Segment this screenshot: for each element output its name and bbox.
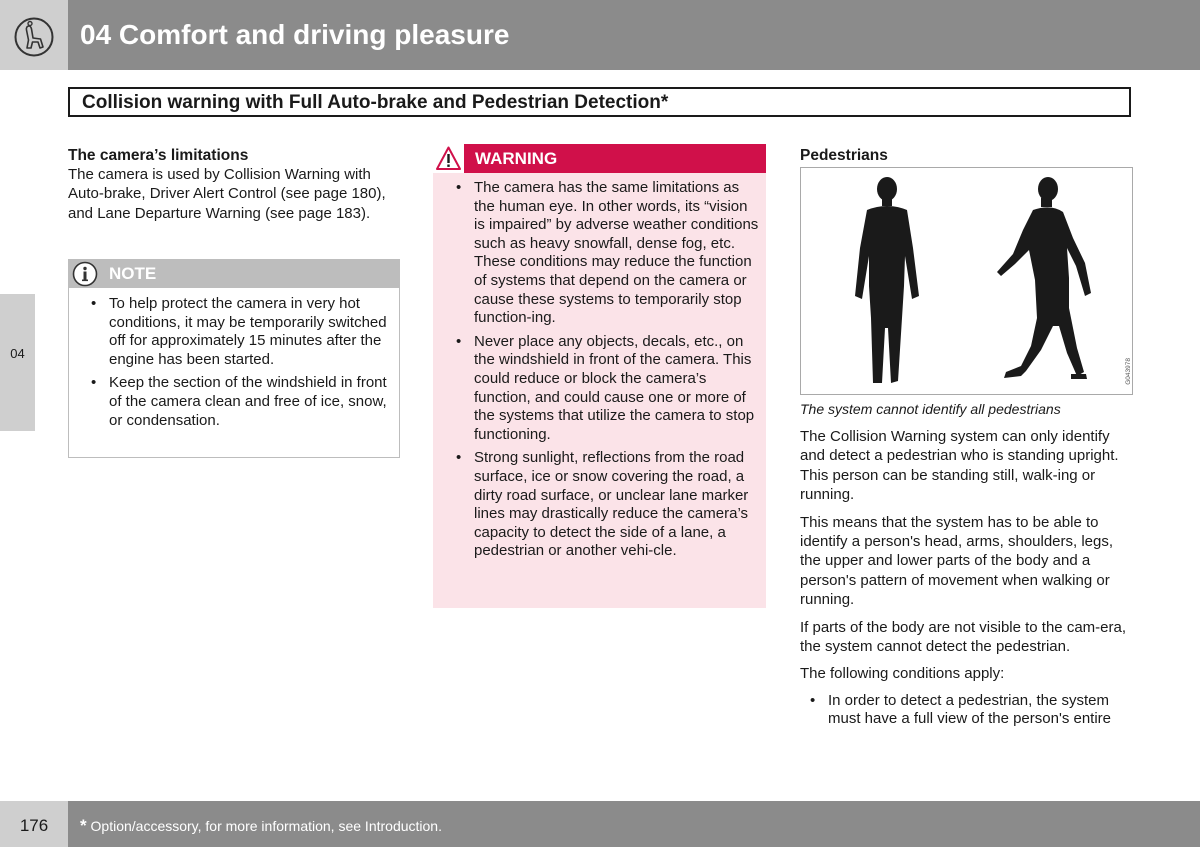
note-item	[81, 374, 399, 430]
section-title: Collision warning with Full Auto-brake and Pedestrian Detection*	[82, 92, 669, 113]
footer-note	[80, 816, 442, 836]
pedestrian-silhouettes-illustration	[801, 168, 1132, 394]
bullet: •	[456, 332, 462, 350]
conditions-list	[800, 692, 1133, 729]
pedestrians-paragraph: If parts of the body are not visible to the cam-era, the system cannot detect the pedestrian.	[800, 618, 1127, 656]
warning-triangle-icon	[435, 145, 462, 172]
warning-item-text: Never place any objects, decals, etc., on the windshield in front of the camera. This could reduce or block the camera’s function, and could cause one or more of the systems that utilize the camera to stop functioning.	[474, 332, 755, 443]
section-title-box	[68, 87, 1131, 117]
warning-list	[446, 179, 760, 566]
pedestrians-paragraph: The following conditions apply:	[800, 665, 1005, 683]
bullet: •	[456, 449, 462, 467]
chapter-tab-number: 04	[10, 346, 25, 361]
seat-icon	[14, 17, 54, 57]
note-item-text: To help protect the camera in very hot conditions, it may be temporarily switched off for approximately 15 minutes after the engine has been started.	[109, 295, 387, 368]
camera-limitations-heading: The camera’s limitations	[68, 147, 249, 164]
warning-item	[446, 449, 760, 561]
camera-limitations-section	[68, 146, 400, 223]
chapter-title: 04 Comfort and driving pleasure	[80, 19, 510, 50]
pedestrians-text	[800, 427, 1133, 729]
footer-bar	[68, 801, 1200, 847]
page-number: 176	[19, 816, 49, 835]
note-header	[69, 260, 399, 288]
note-box	[68, 259, 400, 458]
bullet: •	[91, 295, 97, 312]
condition-item-text: In order to detect a pedestrian, the system must have a full view of the person's entire	[828, 691, 1112, 728]
pedestrian-figure	[800, 167, 1133, 395]
bullet: •	[810, 691, 816, 709]
chapter-tab	[0, 294, 35, 431]
figure-caption: The system cannot identify all pedestrians	[800, 401, 1061, 417]
pedestrians-paragraph: This means that the system has to be able to identify a person's head, arms, shoulders, legs, the upper and lower parts of the body and a person's pattern of movement when walking or running.	[800, 513, 1114, 609]
note-label: NOTE	[109, 264, 157, 283]
warning-header	[433, 144, 766, 173]
note-item	[81, 295, 399, 369]
footer-note-text: Option/accessory, for more information, see Introduction.	[90, 818, 442, 834]
warning-item-text: Strong sunlight, reflections from the road surface, ice or snow covering the road, a dirty road surface, or unclear lane marker lines may drastically reduce the camera’s capacity to detect the side of a lane, a pedestrian or another vehi-cle.	[474, 449, 749, 560]
condition-item	[800, 692, 1133, 729]
figure-code: G043978	[1125, 358, 1132, 385]
warning-item	[446, 333, 760, 445]
note-list	[81, 295, 399, 435]
warning-box	[433, 144, 766, 608]
footer-star: *	[80, 816, 87, 835]
note-item-text: Keep the section of the windshield in front of the camera clean and free of ice, snow, or condensation.	[109, 374, 387, 429]
info-icon	[72, 261, 98, 287]
bullet: •	[91, 374, 97, 392]
bullet: •	[456, 179, 462, 196]
header-icon-area	[0, 0, 68, 70]
pedestrians-heading: Pedestrians	[800, 147, 888, 164]
walking-pedestrian-silhouette	[997, 177, 1091, 379]
warning-item-text: The camera has the same limitations as the human eye. In other words, its “vision is impaired” by adverse weather conditions such as heavy snowfall, dense fog, etc. These conditions may reduce the function of systems that depend on the camera or cause these systems to temporarily stop function-ing.	[474, 179, 759, 327]
warning-label: WARNING	[475, 149, 558, 168]
warning-icon-background	[433, 144, 464, 173]
footer-page-area	[0, 801, 68, 847]
camera-limitations-body: The camera is used by Collision Warning with Auto-brake, Driver Alert Control (see page 180), and Lane Departure Warning (see page 183).	[68, 166, 386, 222]
standing-pedestrian-silhouette	[855, 177, 919, 383]
warning-item	[446, 179, 760, 328]
pedestrians-paragraph: The Collision Warning system can only identify and detect a pedestrian who is standing upright. This person can be standing still, walk-ing or running.	[800, 428, 1119, 504]
